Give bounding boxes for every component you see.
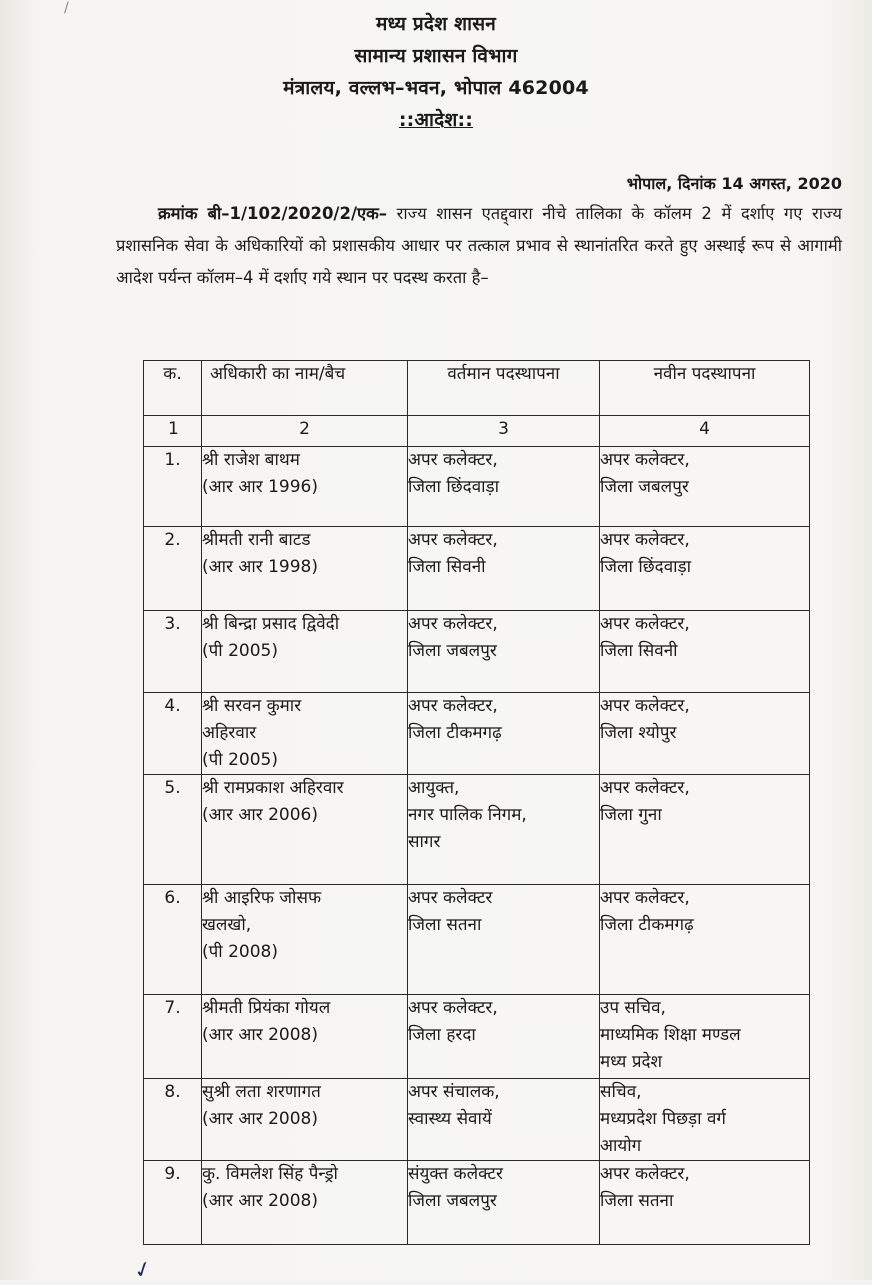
cell-line: अपर कलेक्टर, [408, 614, 498, 634]
current-posting-cell [408, 693, 600, 775]
cell-line: स्वास्थ्य सेवायें [408, 1109, 492, 1129]
cell-line: अपर कलेक्टर, [408, 530, 498, 550]
new-posting-cell [600, 527, 810, 611]
cell-line: सागर [408, 832, 441, 852]
row-serial: 3. [144, 611, 202, 693]
cell-line: जिला छिंदवाड़ा [600, 557, 692, 577]
cell-line: मध्य प्रदेश [600, 1052, 663, 1072]
header-government: मध्य प्रदेश शासन [375, 13, 496, 35]
officer-name-cell [202, 775, 408, 885]
cell-line: जिला सतना [600, 1191, 674, 1211]
current-posting-cell [408, 447, 600, 527]
new-posting-cell [600, 995, 810, 1079]
new-posting-cell [600, 1161, 810, 1245]
header-serial: क. [144, 361, 202, 416]
column-number: 2 [202, 416, 408, 447]
cell-line: अपर कलेक्टर, [600, 450, 690, 470]
order-dateline: भोपाल, दिनांक 14 अगस्त, 2020 [626, 174, 842, 193]
cell-line: श्री रामप्रकाश अहिरवार [202, 778, 344, 798]
cell-line: (पी 2005) [202, 641, 278, 661]
current-posting-cell [408, 527, 600, 611]
officer-name-cell [202, 1079, 408, 1161]
cell-line: श्रीमती रानी बाटड [202, 530, 311, 550]
order-body [116, 198, 842, 294]
cell-line: अहिरवार [202, 723, 257, 743]
cell-line: आयोग [600, 1136, 642, 1156]
cell-line: (आर आर 2008) [202, 1191, 318, 1211]
current-posting-cell [408, 995, 600, 1079]
current-posting-cell [408, 885, 600, 995]
cell-line: अपर कलेक्टर, [600, 614, 690, 634]
cell-line: मध्यप्रदेश पिछड़ा वर्ग [600, 1109, 726, 1129]
cell-line: खलखो, [202, 915, 252, 935]
table-row [144, 775, 810, 885]
new-posting-cell [600, 611, 810, 693]
cell-line: जिला टीकमगढ़ [408, 723, 502, 743]
cell-line: अपर संचालक, [408, 1082, 500, 1102]
cell-line: (आर आर 2006) [202, 805, 318, 825]
column-number: 4 [600, 416, 810, 447]
cell-line: सुश्री लता शरणागत [202, 1082, 321, 1102]
officer-name-cell [202, 1161, 408, 1245]
cell-line: श्री सरवन कुमार [202, 696, 302, 716]
table-row [144, 611, 810, 693]
cell-line: कु. विमलेश सिंह पैन्ड्रो [202, 1164, 338, 1184]
header-current-posting: वर्तमान पदस्थापना [408, 361, 600, 416]
order-text: राज्य शासन एतद्द्वारा नीचे तालिका के कॉलम 2 में दर्शाए गए राज्य प्रशासनिक सेवा के अधिकारियों को प्रशासकीय आधार पर तत्काल प्रभाव से स्थानांतरित करते हुए अस्थाई रूप से आगामी आदेश पर्यन्त कॉलम–4 में दर्शाए गये स्थान पर पदस्थ करता है– [116, 204, 842, 287]
row-serial: 7. [144, 995, 202, 1079]
cell-line: अपर कलेक्टर, [408, 998, 498, 1018]
cell-line: नगर पालिक निगम, [408, 805, 527, 825]
current-posting-cell [408, 1079, 600, 1161]
officer-name-cell [202, 611, 408, 693]
cell-line: अपर कलेक्टर, [408, 696, 498, 716]
cell-line: अपर कलेक्टर, [600, 778, 690, 798]
table-row [144, 1161, 810, 1245]
new-posting-cell [600, 693, 810, 775]
officer-name-cell [202, 885, 408, 995]
cell-line: सचिव, [600, 1082, 642, 1102]
cell-line: अपर कलेक्टर, [600, 696, 690, 716]
table-column-number-row [144, 416, 810, 447]
cell-line: श्री आइरिफ जोसफ [202, 888, 322, 908]
officer-name-cell [202, 995, 408, 1079]
officer-name-cell [202, 447, 408, 527]
cell-line: अपर कलेक्टर [408, 888, 493, 908]
row-serial: 8. [144, 1079, 202, 1161]
new-posting-cell [600, 447, 810, 527]
header-officer-name: अधिकारी का नाम/बैच [202, 361, 408, 416]
table-row [144, 447, 810, 527]
cell-line: जिला श्योपुर [600, 723, 677, 743]
cell-line: जिला जबलपुर [408, 1191, 497, 1211]
cell-line: जिला छिंदवाड़ा [408, 477, 500, 497]
current-posting-cell [408, 1161, 600, 1245]
row-serial: 9. [144, 1161, 202, 1245]
cell-line: संयुक्त कलेक्टर [408, 1164, 503, 1184]
cell-line: जिला सिवनी [408, 557, 486, 577]
cell-line: आयुक्त, [408, 778, 460, 798]
document-header [0, 8, 872, 136]
row-serial: 2. [144, 527, 202, 611]
cell-line: (पी 2005) [202, 750, 278, 770]
cell-line: (आर आर 1996) [202, 477, 318, 497]
order-reference: क्रमांक बी–1/102/2020/2/एक– [158, 204, 388, 223]
current-posting-cell [408, 775, 600, 885]
transfer-table [143, 360, 810, 1245]
cell-line: (पी 2008) [202, 942, 278, 962]
cell-line: अपर कलेक्टर, [600, 530, 690, 550]
header-new-posting: नवीन पदस्थापना [600, 361, 810, 416]
current-posting-cell [408, 611, 600, 693]
table-row [144, 1079, 810, 1161]
row-serial: 1. [144, 447, 202, 527]
table-header-row [144, 361, 810, 416]
table-row [144, 693, 810, 775]
cell-line: जिला टीकमगढ़ [600, 915, 694, 935]
officer-name-cell [202, 693, 408, 775]
officer-name-cell [202, 527, 408, 611]
cell-line: जिला हरदा [408, 1025, 476, 1045]
cell-line: माध्यमिक शिक्षा मण्डल [600, 1025, 741, 1045]
cell-line: जिला गुना [600, 805, 662, 825]
cell-line: (आर आर 2008) [202, 1109, 318, 1129]
cell-line: अपर कलेक्टर, [408, 450, 498, 470]
new-posting-cell [600, 1079, 810, 1161]
new-posting-cell [600, 775, 810, 885]
cell-line: (आर आर 1998) [202, 557, 318, 577]
cell-line: जिला सिवनी [600, 641, 678, 661]
table-row [144, 527, 810, 611]
cell-line: जिला सतना [408, 915, 482, 935]
cell-line: जिला जबलपुर [600, 477, 689, 497]
column-number: 1 [144, 416, 202, 447]
column-number: 3 [408, 416, 600, 447]
cell-line: श्री बिन्द्रा प्रसाद द्विवेदी [202, 614, 340, 634]
cell-line: अपर कलेक्टर, [600, 1164, 690, 1184]
row-serial: 4. [144, 693, 202, 775]
header-address: मंत्रालय, वल्लभ–भवन, भोपाल 462004 [283, 77, 589, 99]
row-serial: 6. [144, 885, 202, 995]
table-row [144, 885, 810, 995]
new-posting-cell [600, 885, 810, 995]
cell-line: उप सचिव, [600, 998, 666, 1018]
cell-line: (आर आर 2008) [202, 1025, 318, 1045]
cell-line: जिला जबलपुर [408, 641, 497, 661]
cell-line: अपर कलेक्टर, [600, 888, 690, 908]
corner-pen-mark-icon: / [64, 0, 69, 16]
order-title: ::आदेश:: [398, 109, 474, 131]
signature-mark-icon: ✓ [130, 1255, 156, 1285]
row-serial: 5. [144, 775, 202, 885]
header-department: सामान्य प्रशासन विभाग [354, 45, 518, 67]
cell-line: श्री राजेश बाथम [202, 450, 300, 470]
table-row [144, 995, 810, 1079]
cell-line: श्रीमती प्रियंका गोयल [202, 998, 331, 1018]
